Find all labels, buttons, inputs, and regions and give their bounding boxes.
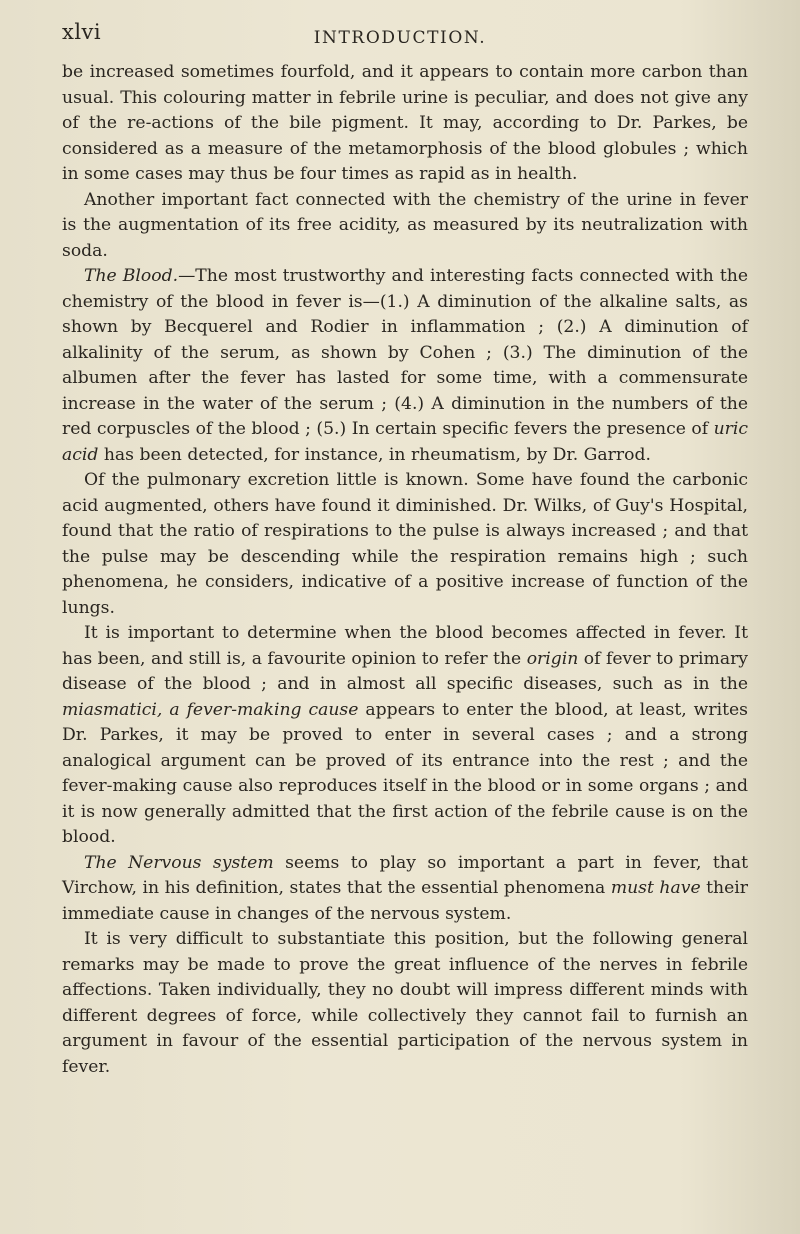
page-number: xlvi	[62, 20, 102, 44]
paragraph-nervous-system: The Nervous system seems to play so important a part in fever, that Virchow, in his definition, states that the essential phenomena must have their immediate cause in changes of the nervous system.	[62, 852, 749, 924]
paragraph-pulmonary: Of the pulmonary excretion little is known. Some have found the carbonic acid augmented, others have found it diminished. Dr. Wilks, of Guy's Hospital, found that the ratio of respirations to the pulse is always increased ; and that the pulse may be descending while the respiration remains high ; such phenomena, he considers, indicative of a positive increase of function of the lungs.	[62, 470, 748, 618]
section-lead-blood: The Blood.	[84, 266, 179, 286]
running-title: INTRODUCTION.	[313, 28, 487, 48]
paragraph-blood-affection: It is important to determine when the blood becomes affected in fever. It has been, and still is, a favourite opinion to refer the origin of fever to primary disease of the blood ; and in almost all specific diseases, such as in the miasmatici, a fever-making cause appears to enter the blood, at least, writes Dr. Parkes, it may be proved to enter in several cases ; and a strong analogical argument can be proved of its entrance into the rest ; and the fever-making cause also reproduces itself in the blood or in some organs ; and it is now generally admitted that the first action of the febrile cause is on the blood.	[62, 623, 748, 847]
paragraph-blood: The Blood.—The most trustworthy and interesting facts connected with the chemistry of the blood in fever is—(1.) A diminution of the alkaline salts, as shown by Becquerel and Rodier in inflammation ; (2.) A diminution of alkalinity of the serum, as shown by Cohen ; (3.) The diminution of the albumen after the fever has lasted for some time, with a commensurate increase in the water of the serum ; (4.) A diminution in the numbers of the red corpuscles of the blood ; (5.) In certain specific fevers the presence of uric acid has been detected, for instance, in rheumatism, by Dr. Garrod.	[62, 266, 748, 465]
body-text	[62, 60, 748, 1080]
paragraph-nerves-influence: It is very difficult to substantiate this position, but the following general remarks may be made to prove the great influence of the nerves in febrile affections. Taken individually, they no doubt will impress different minds with different degrees of force, while collectively they cannot fail to furnish an argument in favour of the essential participation of the nervous system in fever.	[62, 929, 748, 1077]
paragraph-continued: be increased sometimes fourfold, and it appears to contain more carbon than usual. This colouring matter in febrile urine is peculiar, and does not give any of the re-actions of the bile pigment. It may, according to Dr. Parkes, be considered as a measure of the metamorphosis of the blood globules ; which in some cases may thus be four times as rapid as in health.	[62, 62, 748, 184]
paragraph-urine-acidity: Another important fact connected with the chemistry of the urine in fever is the augmentation of its free acidity, as measured by its neutralization with soda.	[62, 189, 748, 261]
page-header	[60, 18, 740, 48]
section-lead-nervous: The Nervous system	[84, 852, 274, 873]
